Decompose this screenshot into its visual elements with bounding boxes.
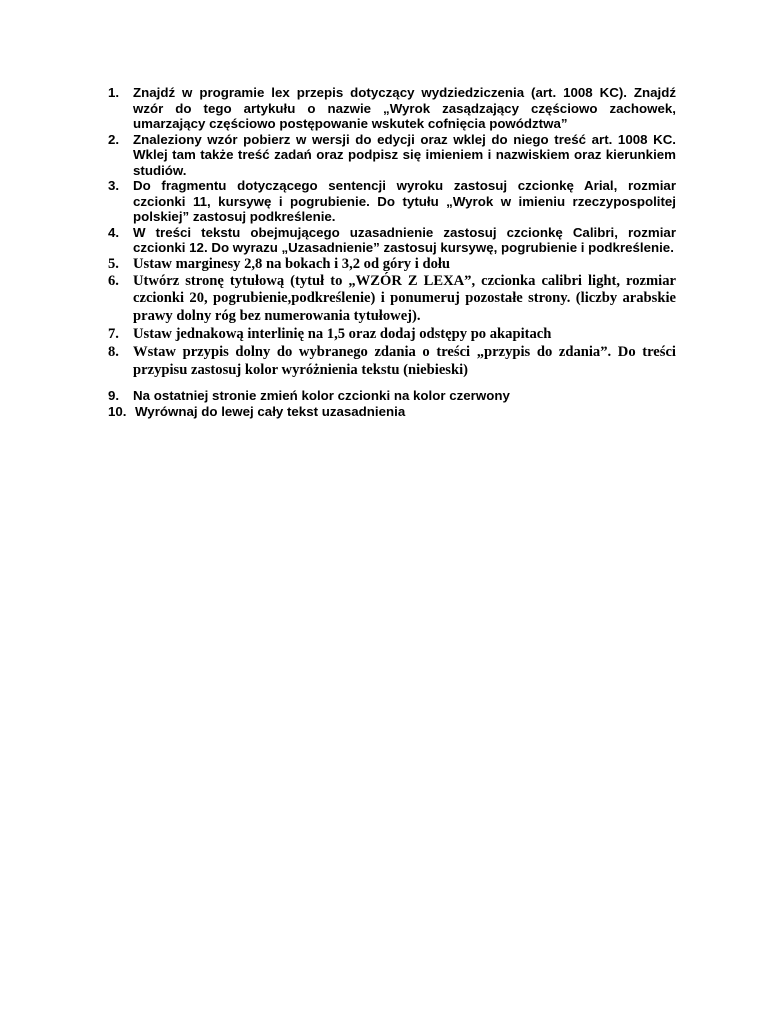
- list-item-number: 6.: [108, 272, 119, 289]
- list-item-number: 1.: [108, 85, 120, 100]
- list-item-text: Ustaw marginesy 2,8 na bokach i 3,2 od góry i dołu: [133, 255, 451, 272]
- list-item-text: Ustaw jednakową interlinię na 1,5 oraz dodaj odstępy po akapitach: [133, 326, 552, 343]
- list-item-number: 5.: [108, 255, 119, 272]
- list-item-text: W treści tekstu obejmującego uzasadnienie zastosuj czcionkę Calibri, rozmiar czcionki 12. Do wyrazu „Uzasadnienie” zastosuj kursywę, pogrubienie i podkreślenie.: [133, 224, 676, 255]
- list-item: [108, 132, 676, 179]
- list-item: [108, 404, 676, 420]
- list-item-text: Na ostatniej stronie zmień kolor czcionki na kolor czerwony: [133, 388, 510, 404]
- list-item-text: Wyrównaj do lewej cały tekst uzasadnienia: [135, 403, 406, 419]
- list-item: [108, 256, 676, 273]
- list-item-text: Znajdź w programie lex przepis dotyczący wydziedziczenia (art. 1008 KC). Znajdź wzór do tego artykułu o nazwie „Wyrok zasądzający częściowo zachowek, umarzający częściowo postępowanie wskutek cofnięcia powództwa”: [133, 85, 676, 131]
- list-item-text: Utwórz stronę tytułową (tytuł to „WZÓR Z LEXA”, czcionka calibri light, rozmiar czcionki 20, pogrubienie,podkreślenie) i ponumeruj pozostałe strony. (liczby arabskie prawy dolny róg bez numerowania tytułowej).: [133, 272, 676, 324]
- list-item-number: 4.: [108, 224, 120, 240]
- list-item-number: 2.: [108, 131, 120, 147]
- list-item-number: 9.: [108, 388, 120, 404]
- list-item-text: Znaleziony wzór pobierz w wersji do edycji oraz wklej do niego treść art. 1008 KC. Wklej tam także treść zadań oraz podpisz się imieniem i nazwiskiem oraz kierunkiem studiów.: [133, 131, 676, 178]
- list-item: [108, 178, 676, 225]
- list-item-number: 10.: [108, 403, 127, 419]
- list-item-text: Wstaw przypis dolny do wybranego zdania o treści „przypis do zdania”. Do treści przypisu zastosuj kolor wyróżnienia tekstu (niebieski): [133, 344, 676, 378]
- list-item: [108, 326, 676, 342]
- list-item: [108, 225, 676, 256]
- list-item-number: 7.: [108, 326, 119, 343]
- list-item: [108, 85, 676, 132]
- list-item-text: Do fragmentu dotyczącego sentencji wyroku zastosuj czcionkę Arial, rozmiar czcionki 11, kursywę i pogrubienie. Do tytułu „Wyrok w imieniu rzeczypospolitej polskiej” zastosuj podkreślenie.: [133, 178, 676, 224]
- list-item: [108, 344, 676, 379]
- list-item-number: 3.: [108, 178, 120, 193]
- list-item: [108, 388, 676, 404]
- task-list: [108, 85, 676, 419]
- list-item-number: 8.: [108, 344, 119, 361]
- list-item: [108, 273, 676, 326]
